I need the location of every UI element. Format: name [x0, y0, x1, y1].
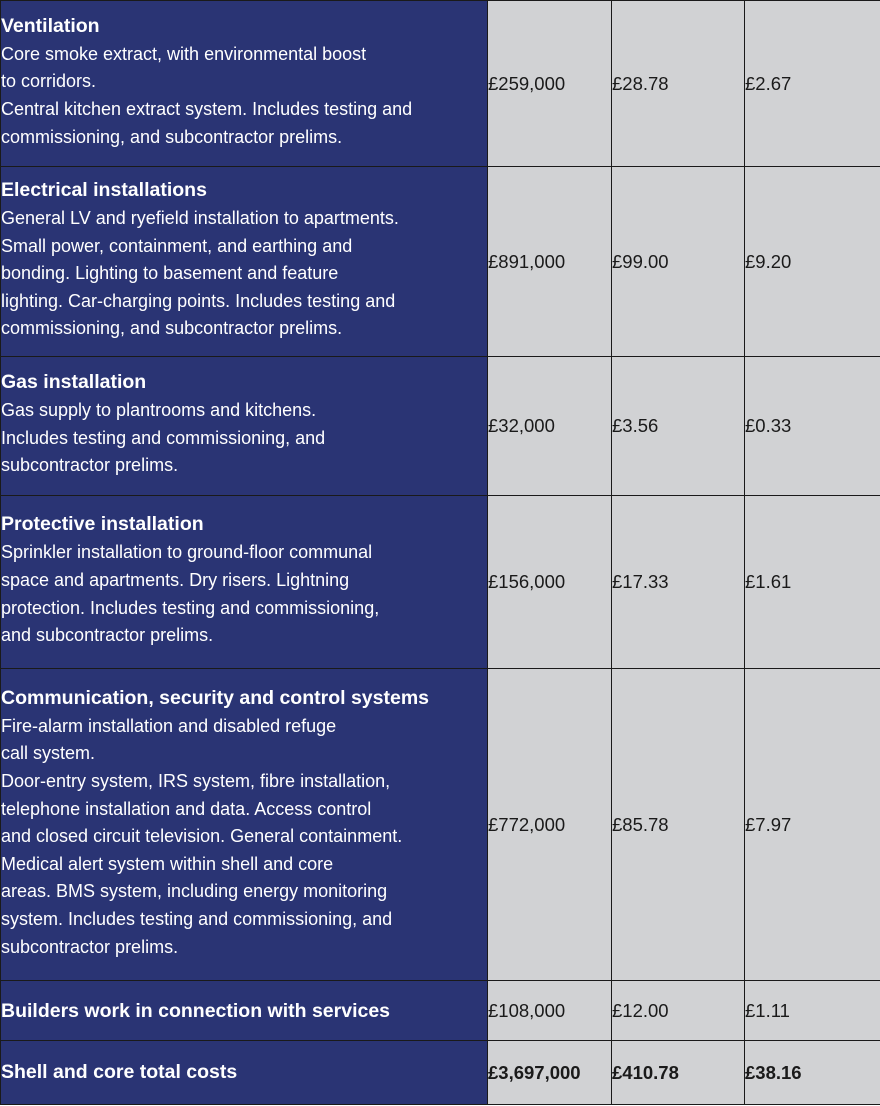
total-cost: £891,000 [488, 167, 612, 357]
cost-per-ft2: £7.97 [745, 669, 880, 981]
item-description: Sprinkler installation to ground-floor communal space and apartments. Dry risers. Lightning protection. Includes testing and commissioning, and subcontractor prelims. [1, 542, 380, 646]
item-heading: Protective installation [1, 513, 204, 536]
cost-per-ft2: £2.67 [745, 1, 880, 167]
table-row [1, 167, 880, 357]
cost-per-m2: £85.78 [612, 669, 745, 981]
item-description-cell [1, 1, 488, 167]
item-heading: Electrical installations [1, 179, 207, 202]
cost-per-m2: £17.33 [612, 496, 745, 669]
cost-per-m2: £99.00 [612, 167, 745, 357]
item-heading: Communication, security and control systems [1, 686, 430, 709]
table-row [1, 496, 880, 669]
cost-per-ft2: £1.61 [745, 496, 880, 669]
item-heading: Ventilation [1, 14, 100, 37]
total-heading: Shell and core total costs [1, 1061, 238, 1083]
grand-total-per-ft2: £38.16 [745, 1041, 880, 1105]
item-description: Fire-alarm installation and disabled refuge call system. Door-entry system, IRS system, fibre installation, telephone installation and data. Access control and closed circuit television. General containment. Medical alert system within shell and core areas. BMS system, including energy monitoring system. Includes testing and commissioning, and subcontractor prelims. [1, 715, 403, 957]
total-cost: £156,000 [488, 496, 612, 669]
total-cost: £259,000 [488, 1, 612, 167]
cost-per-ft2: £0.33 [745, 357, 880, 496]
item-heading: Builders work in connection with services [1, 1000, 391, 1022]
cost-per-ft2: £1.11 [745, 981, 880, 1041]
item-description-cell [1, 496, 488, 669]
item-description-cell [1, 669, 488, 981]
total-cost: £108,000 [488, 981, 612, 1041]
cost-per-m2: £3.56 [612, 357, 745, 496]
item-description: General LV and ryefield installation to apartments. Small power, containment, and earthing and bonding. Lighting to basement and feature lighting. Car-charging points. Includes testing and commissioning, and subcontractor prelims. [1, 208, 399, 339]
total-cost: £772,000 [488, 669, 612, 981]
total-row [1, 1041, 880, 1105]
item-description-cell [1, 357, 488, 496]
grand-total-cost: £3,697,000 [488, 1041, 612, 1105]
item-description: Gas supply to plantrooms and kitchens. Includes testing and commissioning, and subcontractor prelims. [1, 400, 326, 476]
total-cost: £32,000 [488, 357, 612, 496]
item-description: Core smoke extract, with environmental boost to corridors. Central kitchen extract system. Includes testing and commissioning, and subcontractor prelims. [1, 43, 413, 147]
item-description-cell [1, 167, 488, 357]
cost-per-m2: £12.00 [612, 981, 745, 1041]
cost-per-m2: £28.78 [612, 1, 745, 167]
table-row [1, 981, 880, 1041]
cost-per-ft2: £9.20 [745, 167, 880, 357]
table-row [1, 357, 880, 496]
item-heading: Gas installation [1, 371, 147, 394]
table-row [1, 1, 880, 167]
table-row [1, 669, 880, 981]
item-description-cell [1, 981, 488, 1041]
grand-total-per-m2: £410.78 [612, 1041, 745, 1105]
total-label-cell [1, 1041, 488, 1105]
